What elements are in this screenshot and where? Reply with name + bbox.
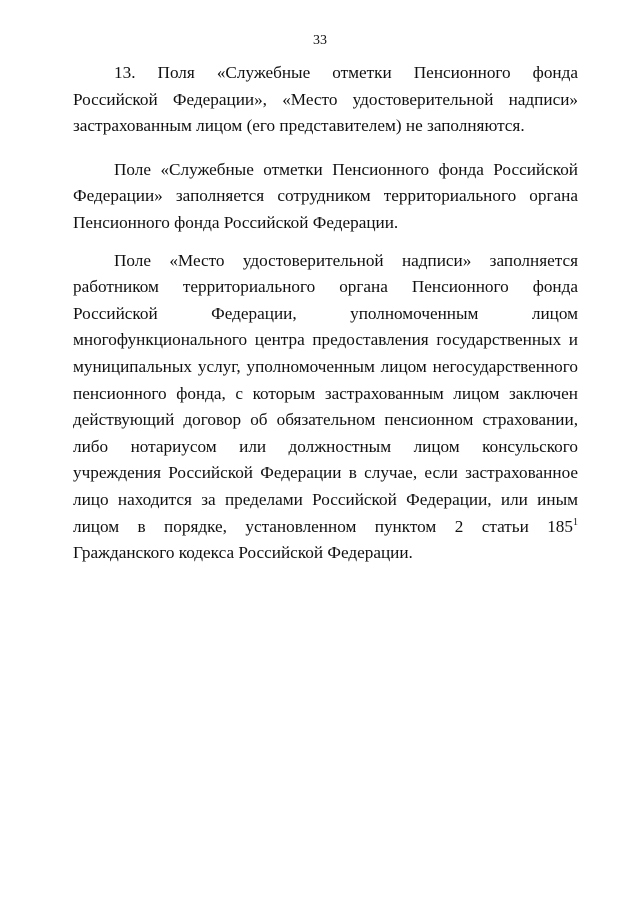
article-superscript: 1: [573, 516, 578, 528]
paragraph-service-marks: Поле «Служебные отметки Пенсионного фонда Российской Федерации» заполняется сотрудником территориального органа Пенсионного фонда Российской Федерации.: [73, 159, 578, 232]
paragraph-13: 13. Поля «Служебные отметки Пенсионного фонда Российской Федерации», «Место удостоверительной надписи» застрахованным лицом (его представителем) не заполняются.: [73, 63, 578, 136]
document-body: [73, 60, 578, 567]
paragraph-certification-text: Поле «Место удостоверительной надписи» заполняется работником территориального органа Пенсионного фонда Российской Федерации, уполномоченным лицом многофункционального центра предоставления государственных и муниципальных услуг, уполномоченным лицом негосударственного пенсионного фонда, с которым застрахованным лицом заключен действующий договор об обязательном пенсионном страховании, либо нотариусом или должностным лицом консульского учреждения Российской Федерации в случае, если застрахованное лицо находится за пределами Российской Федерации, или иным лицом в порядке, установленном пунктом 2 статьи 185: [73, 250, 578, 536]
page-number: 33: [313, 33, 327, 48]
paragraph-certification-place: [73, 248, 578, 567]
paragraph-certification-tail: Гражданского кодекса Российской Федерации.: [73, 543, 413, 563]
